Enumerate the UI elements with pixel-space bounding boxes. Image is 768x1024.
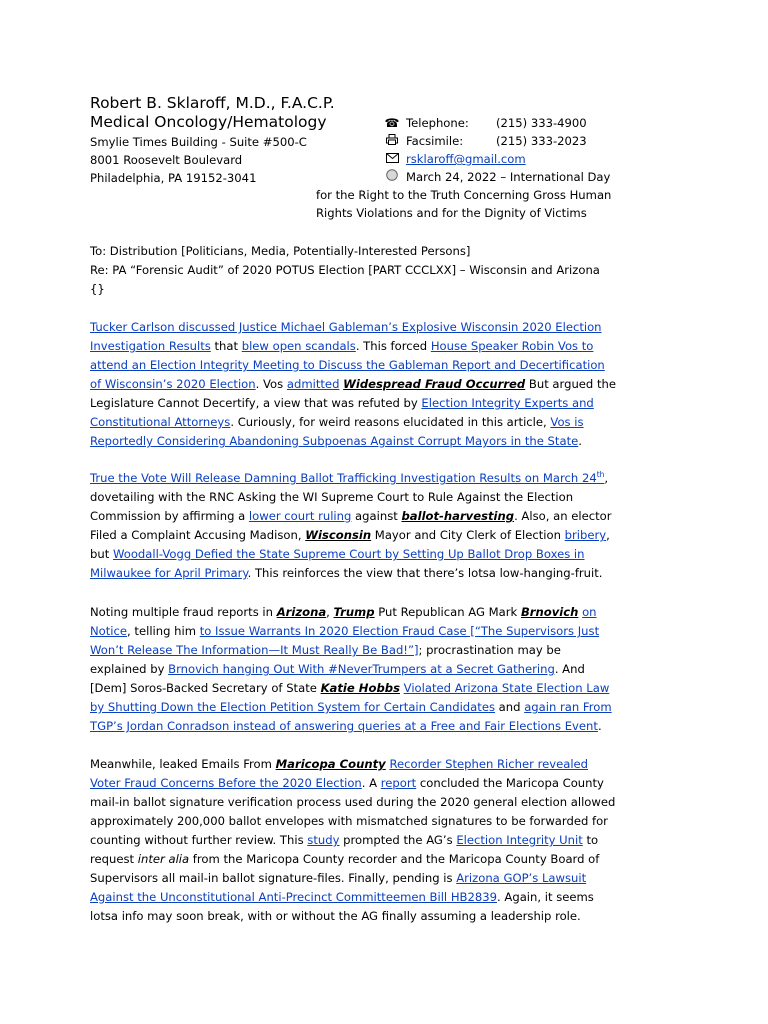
link-wont-release[interactable]: Won’t Release The Information—It Must Really Be Bad!”] bbox=[90, 643, 419, 657]
text: . Vos bbox=[255, 377, 287, 391]
date-line-3: Rights Violations and for the Dignity of Victims bbox=[316, 206, 587, 220]
link-tucker-carlson[interactable]: Tucker Carlson discussed Justice Michael Gableman’s Explosive Wisconsin 2020 Election bbox=[90, 320, 602, 334]
text: Mayor and City Clerk of Election bbox=[371, 528, 565, 542]
link-again-ran-from[interactable]: again ran From bbox=[524, 700, 612, 714]
fax-row bbox=[384, 132, 587, 150]
text: ; procrastination may be bbox=[418, 643, 561, 657]
link-on-notice-1[interactable]: on bbox=[582, 605, 597, 619]
link-blew-open-scandals[interactable]: blew open scandals bbox=[241, 339, 356, 353]
text: and bbox=[495, 700, 525, 714]
link-study[interactable]: study bbox=[307, 833, 340, 847]
fax-label: Facsimile: bbox=[406, 134, 464, 148]
text: Put Republican AG Mark bbox=[374, 605, 521, 619]
link-hb2839[interactable]: Against the Unconstitutional Anti-Precinct Committeemen Bill HB2839 bbox=[90, 890, 498, 904]
link-milwaukee-april-primary[interactable]: Milwaukee for April Primary bbox=[90, 566, 248, 580]
link-on-notice-2[interactable]: Notice bbox=[90, 624, 128, 638]
text: but bbox=[90, 547, 113, 561]
emphasis-brnovich: Brnovich bbox=[520, 605, 579, 619]
link-shutting-down-petition[interactable]: by Shutting Down the Election Petition System for Certain Candidates bbox=[90, 700, 495, 714]
address-line-2: 8001 Roosevelt Boulevard bbox=[90, 153, 243, 167]
link-admitted[interactable]: admitted bbox=[286, 377, 340, 391]
telephone-row bbox=[384, 114, 587, 132]
text: Supervisors all mail-in ballot signature-files. Finally, pending is bbox=[90, 871, 457, 885]
link-issue-warrants[interactable]: to Issue Warrants In 2020 Election Fraud Case [“The Supervisors Just bbox=[199, 624, 600, 638]
paragraph-3 bbox=[90, 603, 633, 736]
memo-to: To: Distribution [Politicians, Media, Potentially-Interested Persons] bbox=[90, 244, 471, 258]
telephone-icon: ☎ bbox=[384, 116, 400, 130]
link-woodall-vogg[interactable]: Woodall-Vogg Defied the State Supreme Court by Setting Up Ballot Drop Boxes in bbox=[112, 547, 585, 561]
link-investigation-results[interactable]: Investigation Results bbox=[90, 339, 211, 353]
emphasis-trump: Trump bbox=[333, 605, 375, 619]
text: mail-in ballot signature verification process used during the 2020 general election allowed bbox=[90, 795, 616, 809]
emphasis-widespread-fraud: Widespread Fraud Occurred bbox=[343, 377, 526, 391]
paragraph-2 bbox=[90, 469, 633, 583]
link-abandoning-subpoenas[interactable]: Reportedly Considering Abandoning Subpoenas Against Corrupt Mayors in the State bbox=[90, 434, 579, 448]
clock-icon bbox=[384, 168, 400, 186]
text: , telling him bbox=[127, 624, 200, 638]
text: , bbox=[604, 471, 609, 485]
paragraph-1 bbox=[90, 318, 633, 451]
memo-re: Re: PA “Forensic Audit” of 2020 POTUS Election [PART CCCLXX] – Wisconsin and Arizona bbox=[90, 263, 600, 277]
telephone-number: (215) 333-4900 bbox=[496, 116, 587, 130]
text: . bbox=[578, 434, 582, 448]
text: Filed a Complaint Accusing Madison, bbox=[90, 528, 306, 542]
text: But argued the bbox=[525, 377, 616, 391]
text: concluded the Maricopa County bbox=[416, 776, 604, 790]
text: . This reinforces the view that there’s lotsa low-hanging-fruit. bbox=[247, 566, 603, 580]
text: [Dem] Soros-Backed Secretary of State bbox=[90, 681, 321, 695]
superscript: th bbox=[596, 470, 605, 480]
emphasis-arizona: Arizona bbox=[276, 605, 327, 619]
text: from the Maricopa County recorder and the Maricopa County Board of bbox=[189, 852, 600, 866]
link-wisconsin-2020-election[interactable]: of Wisconsin’s 2020 Election bbox=[90, 377, 256, 391]
text: . A bbox=[361, 776, 381, 790]
emphasis-maricopa-county: Maricopa County bbox=[275, 757, 386, 771]
emphasis-inter-alia: inter alia bbox=[137, 852, 190, 866]
text: explained by bbox=[90, 662, 169, 676]
text: Commission by affirming a bbox=[90, 509, 249, 523]
date-line-2: for the Right to the Truth Concerning Gross Human bbox=[316, 188, 612, 202]
link-constitutional-attorneys[interactable]: Constitutional Attorneys bbox=[90, 415, 231, 429]
link-lower-court-ruling[interactable]: lower court ruling bbox=[248, 509, 352, 523]
text: . Also, an elector bbox=[514, 509, 612, 523]
date-line-1: March 24, 2022 – International Day bbox=[406, 170, 611, 184]
text: . Again, it seems bbox=[497, 890, 594, 904]
author-name: Robert B. Sklaroff, M.D., F.A.C.P. bbox=[90, 94, 335, 112]
telephone-label: Telephone: bbox=[406, 116, 469, 130]
text: , bbox=[606, 528, 610, 542]
text: . This forced bbox=[355, 339, 431, 353]
link-report[interactable]: report bbox=[380, 776, 417, 790]
link-violated-election-law[interactable]: Violated Arizona State Election Law bbox=[403, 681, 610, 695]
text: Meanwhile, leaked Emails From bbox=[90, 757, 276, 771]
link-arizona-gop-lawsuit[interactable]: Arizona GOP’s Lawsuit bbox=[456, 871, 587, 885]
link-true-the-vote[interactable] bbox=[90, 471, 604, 485]
link-vos-is[interactable]: Vos is bbox=[550, 415, 584, 429]
text: . And bbox=[554, 662, 585, 676]
text: . Curiously, for weird reasons elucidated in this article, bbox=[230, 415, 551, 429]
date-observance bbox=[316, 186, 646, 222]
author-specialty: Medical Oncology/Hematology bbox=[90, 113, 327, 131]
text: dovetailing with the RNC Asking the WI Supreme Court to Rule Against the Election bbox=[90, 490, 574, 504]
link-bribery[interactable]: bribery bbox=[564, 528, 607, 542]
text: approximately 200,000 ballot envelopes with mismatched signatures to be forwarded for bbox=[90, 814, 608, 828]
text: to bbox=[582, 833, 599, 847]
link-election-integrity-meeting[interactable]: attend an Election Integrity Meeting to Discuss the Gableman Report and Decertification bbox=[90, 358, 605, 372]
paragraph-4 bbox=[90, 755, 633, 926]
link-tgp-conradson[interactable]: TGP’s Jordan Conradson instead of answering queries at a Free and Fair Elections Event bbox=[90, 719, 598, 733]
address-line-3: Philadelphia, PA 19152-3041 bbox=[90, 171, 257, 185]
emphasis-katie-hobbs: Katie Hobbs bbox=[320, 681, 400, 695]
link-election-integrity-experts[interactable]: Election Integrity Experts and bbox=[421, 396, 594, 410]
link-house-speaker-vos[interactable]: House Speaker Robin Vos to bbox=[430, 339, 594, 353]
link-recorder-richer[interactable]: Recorder Stephen Richer revealed bbox=[389, 757, 589, 771]
envelope-icon bbox=[384, 150, 400, 168]
fax-number: (215) 333-2023 bbox=[496, 134, 587, 148]
link-text: True the Vote Will Release Damning Ballot Trafficking Investigation Results on March 24 bbox=[90, 471, 597, 485]
memo-braces: {} bbox=[90, 282, 105, 296]
address-line-1: Smylie Times Building - Suite #500-C bbox=[90, 135, 307, 149]
text: Noting multiple fraud reports in bbox=[90, 605, 277, 619]
fax-icon bbox=[384, 132, 400, 150]
text: that bbox=[210, 339, 242, 353]
email-row bbox=[384, 150, 526, 168]
text: counting without further review. This bbox=[90, 833, 308, 847]
text: , bbox=[326, 605, 334, 619]
date-row bbox=[384, 168, 610, 186]
text: Legislature Cannot Decertify, a view that was refuted by bbox=[90, 396, 422, 410]
text: prompted the AG’s bbox=[339, 833, 457, 847]
link-election-integrity-unit[interactable]: Election Integrity Unit bbox=[456, 833, 583, 847]
text: . bbox=[597, 719, 602, 733]
text: request bbox=[90, 852, 138, 866]
emphasis-ballot-harvesting: ballot-harvesting bbox=[401, 509, 515, 523]
emphasis-wisconsin: Wisconsin bbox=[305, 528, 372, 542]
link-voter-fraud-concerns[interactable]: Voter Fraud Concerns Before the 2020 Election bbox=[90, 776, 362, 790]
text: against bbox=[351, 509, 402, 523]
link-brnovich-nevertrumpers[interactable]: Brnovich hanging Out With #NeverTrumpers at a Secret Gathering bbox=[168, 662, 555, 676]
text: lotsa info may soon break, with or without the AG finally assuming a leadership role. bbox=[90, 909, 581, 923]
email-link[interactable]: rsklaroff@gmail.com bbox=[406, 152, 526, 166]
